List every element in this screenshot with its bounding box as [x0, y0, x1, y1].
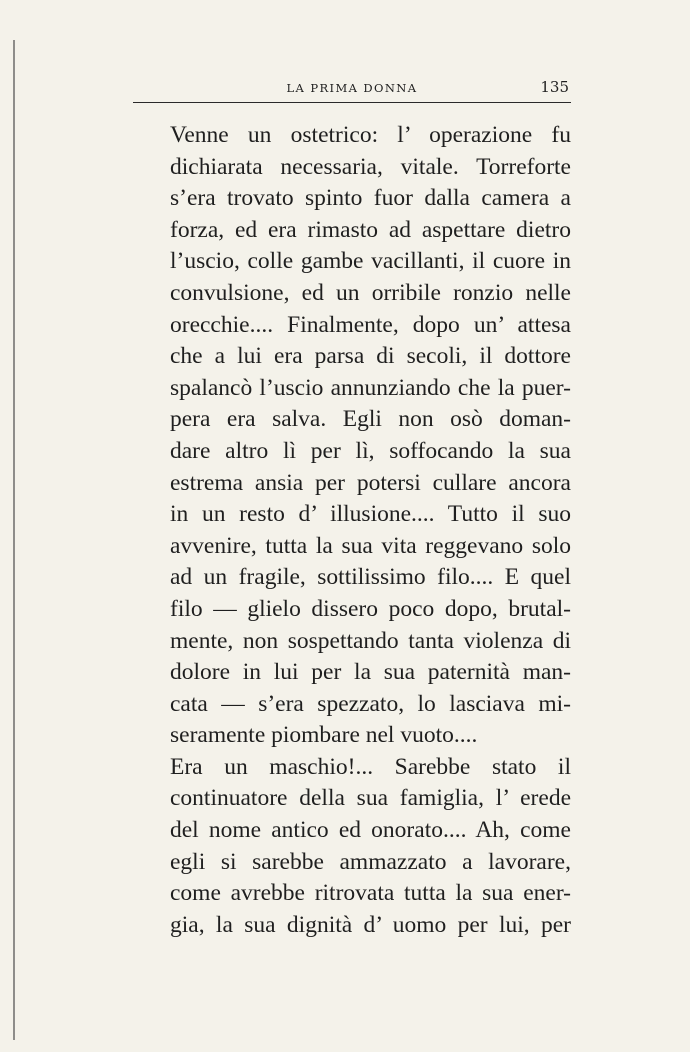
text-line: forza, ed era rimasto ad aspettare dietro [170, 216, 571, 243]
text-line: continuatore della sua famiglia, l’ erede [170, 785, 571, 812]
running-title: LA PRIMA DONNA [286, 81, 418, 95]
text-line: gia, la sua dignità d’ uomo per lui, per [170, 911, 571, 938]
page-edge-line [13, 40, 15, 1040]
text-line: seramente piombare nel vuoto.... [170, 722, 478, 749]
page-number: 135 [540, 78, 569, 96]
text-line: del nome antico ed onorato.... Ah, come [170, 817, 571, 844]
text-line: mente, non sospettando tanta violenza di [170, 627, 571, 654]
text-line: come avrebbe ritrovata tutta la sua ener- [170, 880, 571, 907]
text-line: l’uscio, colle gambe vacillanti, il cuore in [170, 248, 571, 275]
text-line: in un resto d’ illusione.... Tutto il suo [170, 501, 571, 528]
text-line: s’era trovato spinto fuor dalla camera a [170, 185, 571, 212]
body-text [133, 120, 571, 941]
text-line: orecchie.... Finalmente, dopo un’ attesa [170, 311, 571, 338]
text-line: che a lui era parsa di secoli, il dottore [170, 343, 571, 370]
book-page [133, 76, 571, 941]
text-line: avvenire, tutta la sua vita reggevano solo [170, 532, 571, 559]
text-line: dare altro lì per lì, soffocando la sua [170, 437, 571, 464]
paragraph-1 [133, 120, 571, 752]
text-line: Venne un ostetrico: l’ operazione fu [170, 122, 571, 148]
page-header [133, 76, 571, 103]
text-line: convulsione, ed un orribile ronzio nelle [170, 279, 571, 306]
text-line: filo — glielo dissero poco dopo, brutal- [170, 595, 571, 622]
text-line: estrema ansia per potersi cullare ancora [170, 469, 571, 496]
text-line: Era un maschio!... Sarebbe stato il [170, 753, 571, 780]
text-line: dichiarata necessaria, vitale. Torreforte [170, 153, 571, 180]
text-line: spalancò l’uscio annunziando che la puer- [170, 374, 571, 401]
text-line: cata — s’era spezzato, lo lasciava mi- [170, 690, 571, 717]
text-line: pera era salva. Egli non osò doman- [170, 406, 571, 433]
text-line: dolore in lui per la sua paternità man- [170, 659, 571, 686]
text-line: egli si sarebbe ammazzato a lavorare, [170, 848, 571, 875]
paragraph-2 [133, 752, 571, 942]
text-line: ad un fragile, sottilissimo filo.... E quel [170, 564, 571, 591]
